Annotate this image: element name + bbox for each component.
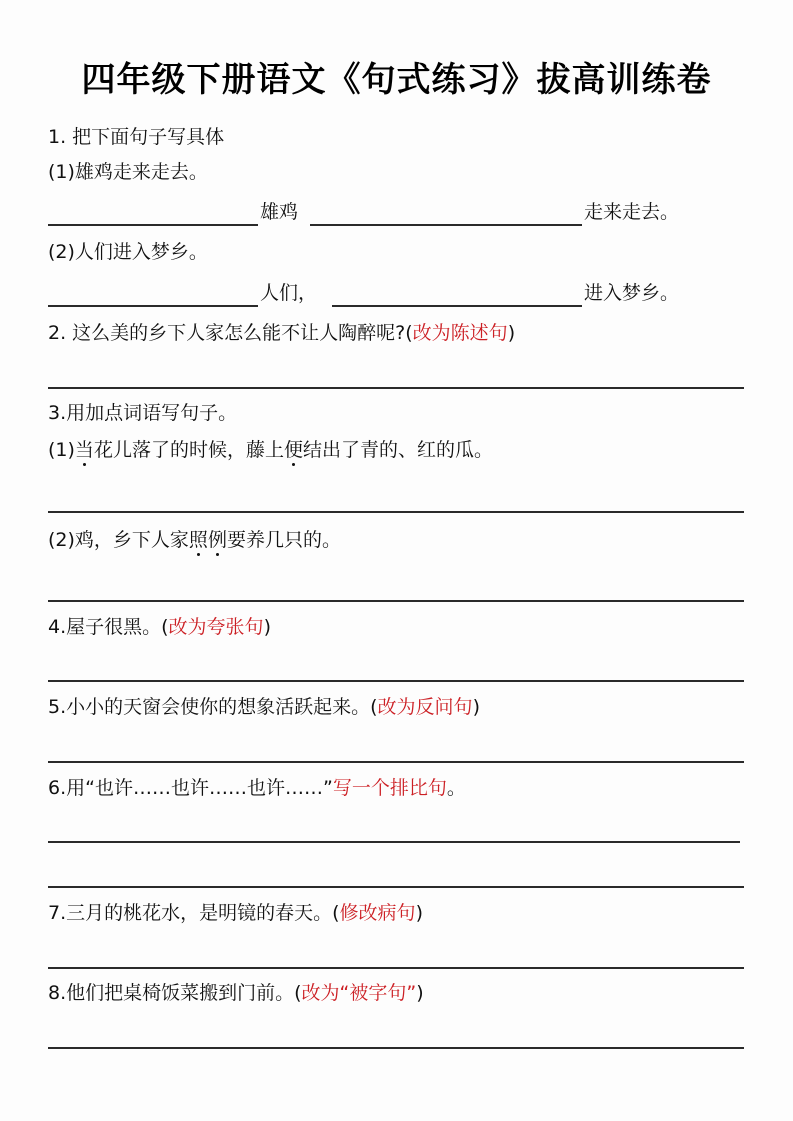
q6-answer-line-1[interactable]: [48, 841, 740, 843]
q7-question: [48, 901, 423, 925]
q3-sub1-mid: 花儿落了的时候，藤上: [93, 439, 284, 461]
q3-sub1-dotted-word-1: 当: [74, 439, 94, 461]
q3-sub2-post: 要养几只的。: [226, 529, 341, 551]
q4-close: ): [263, 616, 271, 638]
q3-sub2-dotted-char-1: 照: [188, 529, 208, 551]
q7-instruction: 修改病句: [339, 902, 416, 924]
q1-sub2-blank-1[interactable]: [48, 305, 258, 307]
q8-answer-line[interactable]: [48, 1047, 744, 1049]
q8-question: [48, 981, 424, 1005]
q7-text: 7.三月的桃花水，是明镜的春天。(: [48, 902, 340, 924]
q7-close: ): [415, 902, 423, 924]
q3-sub2-pre: (2)鸡，乡下人家: [48, 529, 189, 551]
q2-close: ): [507, 322, 516, 344]
q3-sub1-pre: (1): [48, 439, 75, 461]
q5-text: 5.小小的天窗会使你的想象活跃起来。(: [48, 696, 378, 718]
q7-answer-line[interactable]: [48, 967, 744, 969]
q4-instruction: 改为夸张句: [168, 616, 264, 638]
q1-sub2-word-1: 人们，: [260, 282, 318, 304]
q1-sub1-blank-1[interactable]: [48, 224, 258, 226]
q1-sub2-fill-row: [48, 281, 748, 307]
q8-close: ): [416, 982, 424, 1004]
q4-question: [48, 615, 271, 639]
q4-answer-line[interactable]: [48, 680, 744, 682]
q3-sub2-sentence: [48, 528, 341, 552]
q6-close: 。: [446, 777, 466, 799]
q2-answer-line[interactable]: [48, 387, 744, 389]
q2-question: [48, 321, 515, 345]
q6-text: 6.用“也许……也许……也许……”: [48, 777, 333, 799]
q6-instruction: 写一个排比句: [332, 777, 447, 799]
worksheet-title: 四年级下册语文《句式练习》拔高训练卷: [81, 60, 712, 100]
q3-sub2-answer-line[interactable]: [48, 600, 744, 602]
q1-sub1-blank-2[interactable]: [310, 224, 582, 226]
q1-sub1-word-1: 雄鸡: [260, 201, 299, 223]
q1-sub2-prompt: (2)人们进入梦乡。: [48, 241, 208, 263]
q3-heading: 3.用加点词语写句子。: [48, 402, 238, 424]
q3-sub1-post: 结出了青的、红的瓜。: [302, 439, 493, 461]
q1-sub1-fill-row: [48, 200, 748, 226]
q3-sub1-dotted-word-2: 便: [283, 439, 303, 461]
q2-text: 2. 这么美的乡下人家怎么能不让人陶醉呢?(: [48, 322, 413, 344]
q5-answer-line[interactable]: [48, 761, 744, 763]
q4-text: 4.屋子很黑。(: [48, 616, 169, 638]
q8-instruction: 改为“被字句”: [301, 982, 417, 1004]
q6-answer-line-2[interactable]: [48, 886, 744, 888]
q3-sub1-answer-line[interactable]: [48, 511, 744, 513]
q5-close: ): [472, 696, 480, 718]
q1-sub2-blank-2[interactable]: [332, 305, 582, 307]
q1-sub1-prompt: (1)雄鸡走来走去。: [48, 161, 208, 183]
q6-question: [48, 776, 466, 800]
q1-heading: 1. 把下面句子写具体: [48, 126, 225, 148]
q1-sub1-word-2: 走来走去。: [584, 201, 680, 223]
q5-question: [48, 695, 480, 719]
q5-instruction: 改为反问句: [377, 696, 473, 718]
q3-sub2-dotted-char-2: 例: [207, 529, 227, 551]
q2-instruction: 改为陈述句: [412, 322, 508, 344]
q8-text: 8.他们把桌椅饭菜搬到门前。(: [48, 982, 302, 1004]
q1-sub2-word-2: 进入梦乡。: [584, 282, 680, 304]
q3-sub1-sentence: [48, 438, 493, 462]
